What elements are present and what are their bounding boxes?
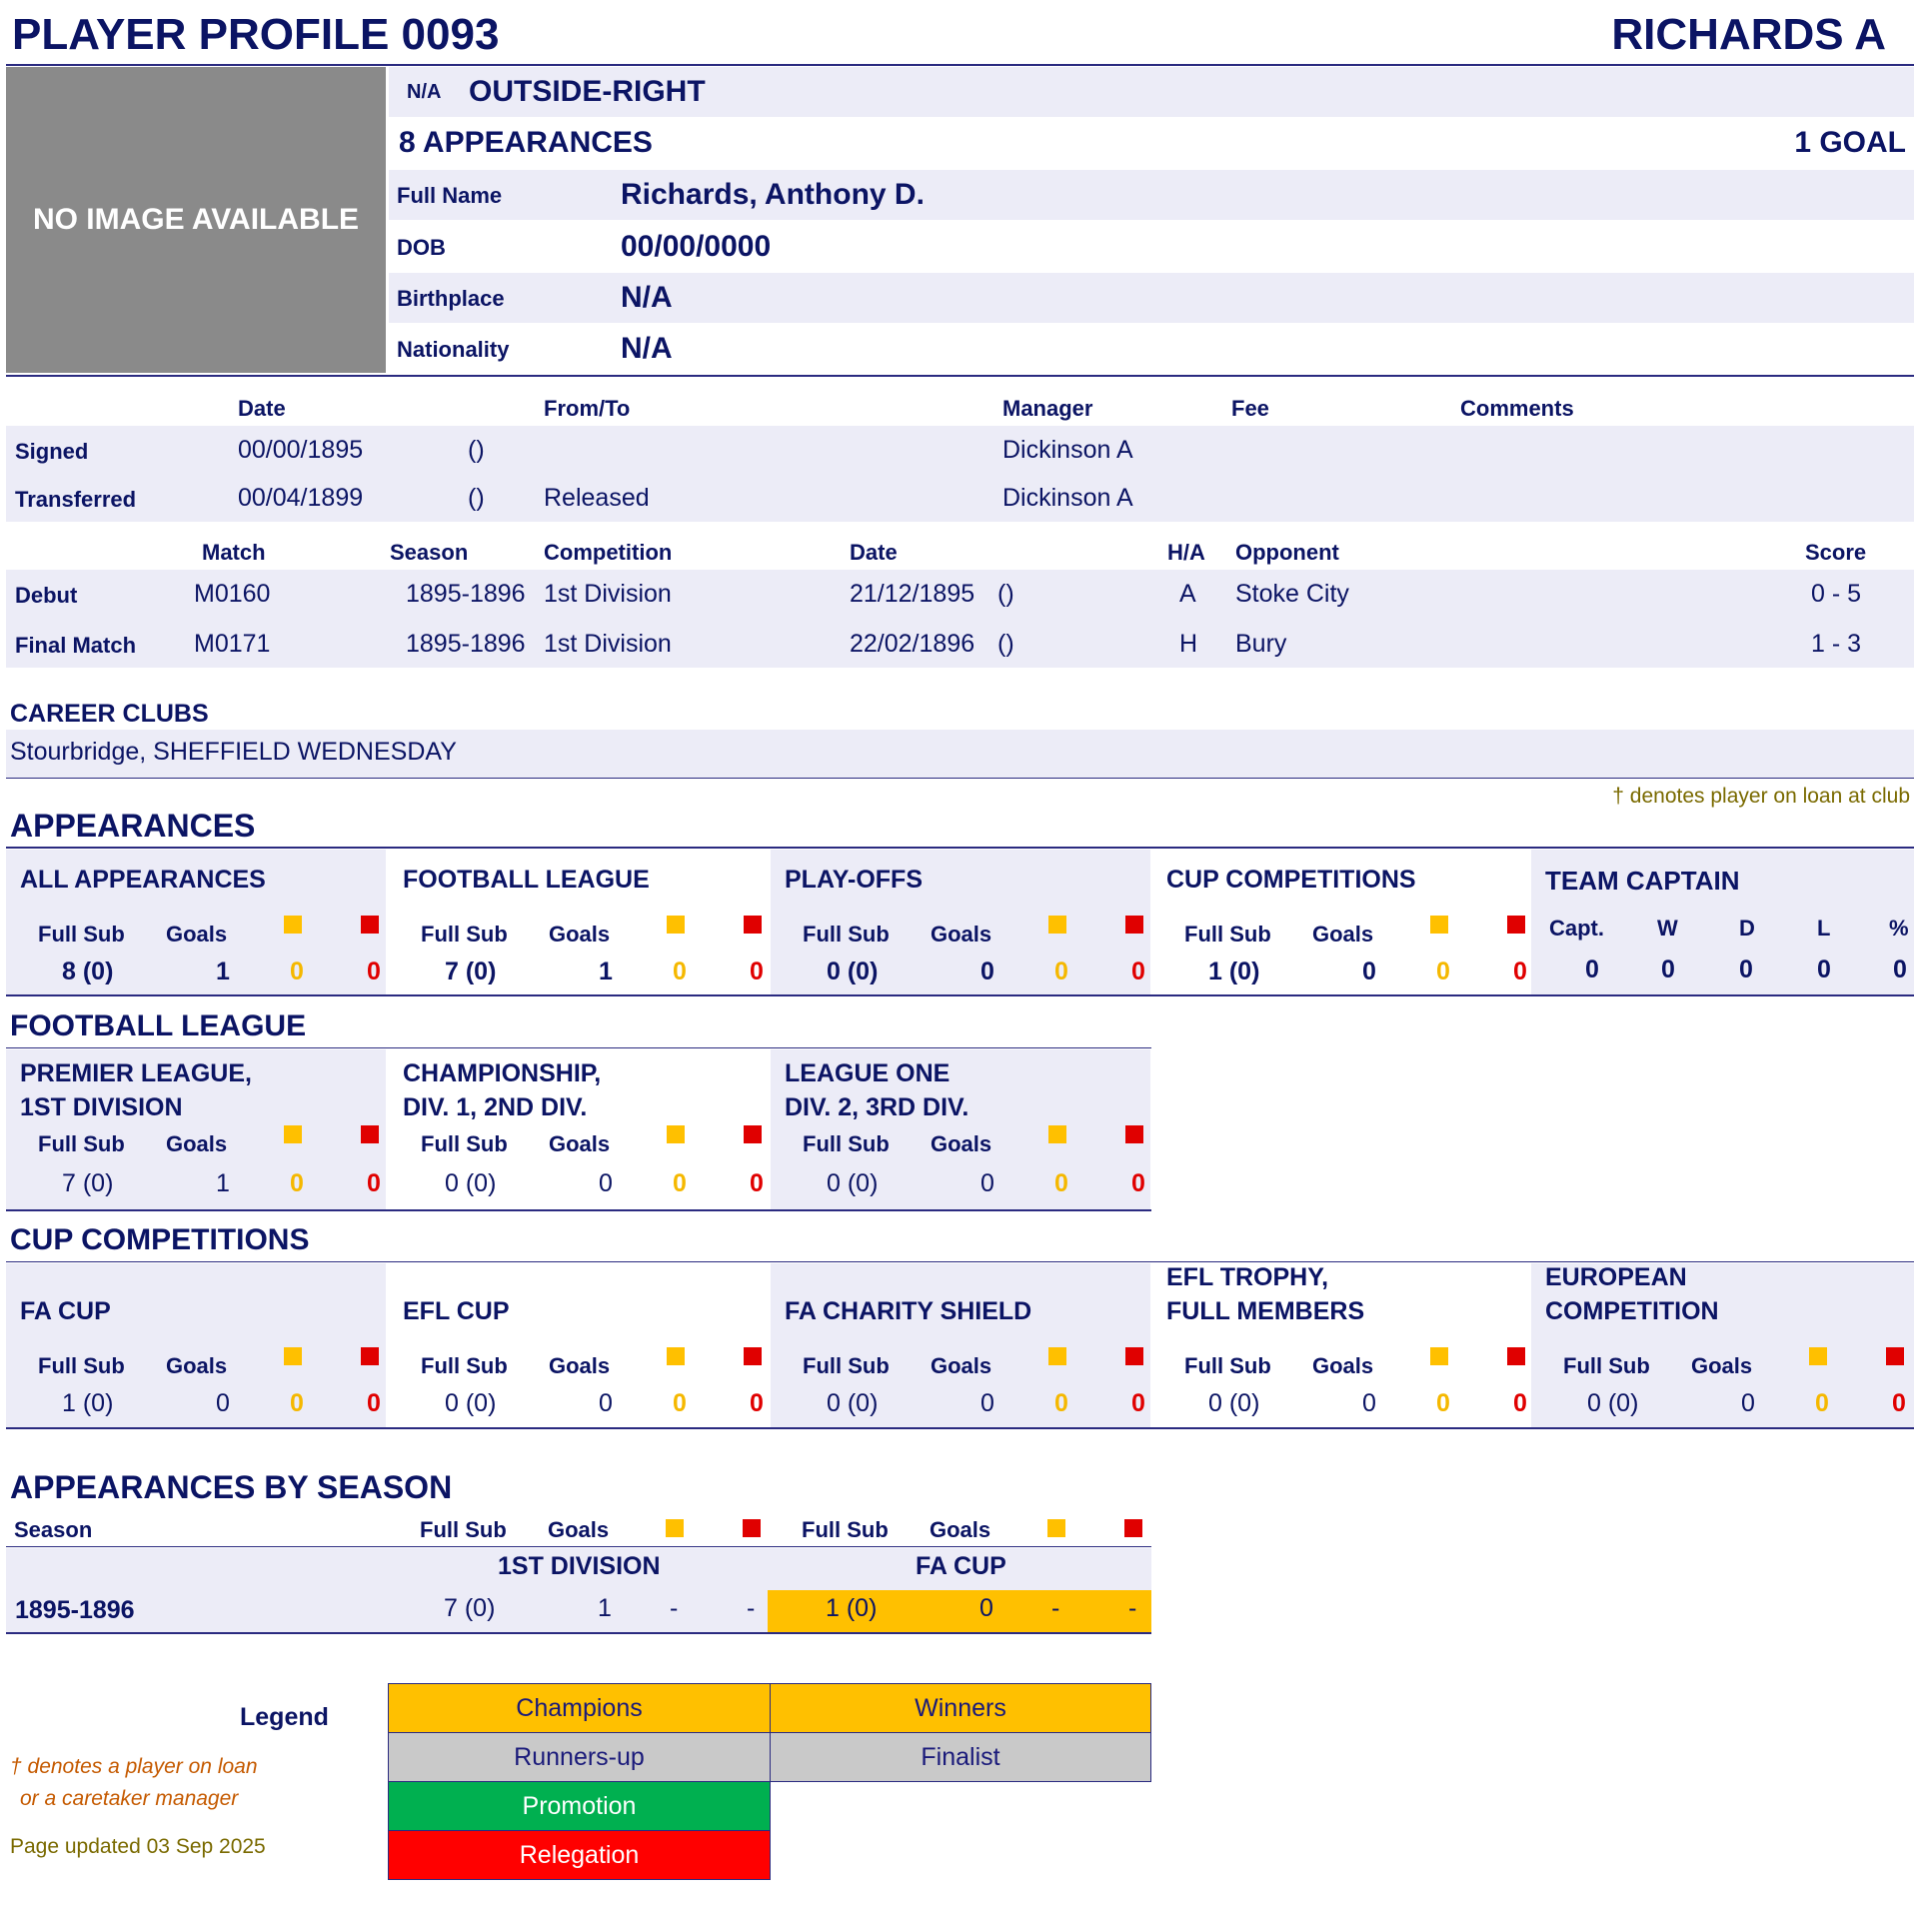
block-fullsub: 0 (0) [827, 958, 879, 985]
stats-block [771, 1049, 1150, 1209]
season-fullsub: 7 (0) [444, 1594, 496, 1622]
block-yellow: 0 [673, 1389, 687, 1417]
player-short-name: RICHARDS A [1611, 10, 1886, 59]
red-card-icon [361, 1347, 379, 1365]
block-yellow: 0 [673, 1169, 687, 1197]
position-row [389, 67, 1914, 117]
col-ha: H/A [1167, 540, 1205, 565]
block-title: PLAY-OFFS [785, 866, 923, 894]
by-season-header [0, 1517, 1149, 1547]
profile-label: Full Name [397, 183, 503, 208]
block-red: 0 [367, 1389, 381, 1417]
block-fullsub: 0 (0) [445, 1169, 497, 1197]
block-red: 0 [750, 958, 764, 985]
match-competition: 1st Division [544, 630, 672, 658]
yellow-card-icon [284, 1125, 302, 1143]
page-title: PLAYER PROFILE 0093 [12, 10, 500, 59]
block-title-line2: 1ST DIVISION [20, 1093, 183, 1121]
red-card-icon [743, 1519, 761, 1537]
legend-title: Legend [240, 1703, 329, 1731]
page-updated: Page updated 03 Sep 2025 [10, 1835, 266, 1858]
block-title-line1: EFL TROPHY, [1166, 1263, 1329, 1291]
transfer-date: 00/00/1895 [238, 436, 364, 464]
captain-value: 0 [1739, 956, 1753, 983]
profile-value: 00/00/0000 [621, 230, 772, 263]
col-fullsub: Full Sub [1563, 1353, 1650, 1378]
red-card-icon [361, 1125, 379, 1143]
by-season-body [6, 1548, 1151, 1632]
block-title-line2: EFL CUP [403, 1297, 510, 1325]
col-opponent: Opponent [1235, 540, 1339, 565]
col-goals: Goals [548, 1517, 610, 1542]
transfer-row-transferred [6, 484, 1914, 524]
block-goals: 0 [599, 1389, 613, 1417]
season-goals: 0 [979, 1594, 993, 1622]
block-fullsub: 0 (0) [1208, 1389, 1260, 1417]
block-title-line2: FULL MEMBERS [1166, 1297, 1365, 1325]
captain-header: W [1657, 916, 1678, 941]
match-opponent: Bury [1235, 630, 1287, 658]
legend-relegation: Relegation [388, 1830, 771, 1880]
captain-value: 0 [1817, 956, 1831, 983]
profile-row-fullname [389, 170, 1914, 220]
stats-block [1531, 1263, 1914, 1427]
yellow-card-icon [667, 916, 685, 934]
col-goals: Goals [1312, 922, 1374, 947]
match-id: M0160 [194, 580, 271, 608]
transfer-paren: () [468, 436, 485, 464]
stats-block [771, 850, 1150, 994]
group-title: 1ST DIVISION [498, 1552, 661, 1580]
red-card-icon [744, 1125, 762, 1143]
block-goals: 0 [599, 1169, 613, 1197]
stats-block [1152, 1263, 1529, 1427]
col-goals: Goals [931, 1353, 992, 1378]
match-season: 1895-1896 [406, 630, 526, 658]
match-paren: () [997, 630, 1014, 658]
red-card-icon [744, 1347, 762, 1365]
col-goals: Goals [930, 1517, 991, 1542]
season-yellow: - [1051, 1594, 1060, 1622]
block-title-line2: FA CUP [20, 1297, 111, 1325]
transfer-date: 00/04/1899 [238, 484, 364, 512]
block-fullsub: 8 (0) [62, 958, 114, 985]
col-fullsub: Full Sub [803, 1353, 890, 1378]
season-label: 1895-1896 [15, 1596, 135, 1624]
stats-block [389, 1263, 769, 1427]
block-title: TEAM CAPTAIN [1545, 866, 1740, 896]
group-title: FA CUP [916, 1552, 1006, 1580]
legend-note-line1: † denotes a player on loan [10, 1755, 258, 1778]
col-goals: Goals [549, 1131, 611, 1156]
col-fullsub: Full Sub [1184, 1353, 1271, 1378]
block-red: 0 [1513, 958, 1527, 985]
captain-value: 0 [1585, 956, 1599, 983]
profile-value: N/A [621, 332, 673, 365]
yellow-card-icon [1047, 1519, 1065, 1537]
appearances-title: APPEARANCES [10, 808, 256, 844]
match-row-final [6, 630, 1914, 670]
block-red: 0 [750, 1389, 764, 1417]
position: OUTSIDE-RIGHT [469, 75, 706, 108]
team-captain-block [1531, 850, 1914, 994]
col-fullsub: Full Sub [38, 1353, 125, 1378]
block-red: 0 [1513, 1389, 1527, 1417]
row-label: Debut [15, 583, 78, 608]
red-card-icon [744, 916, 762, 934]
season-fullsub: 1 (0) [826, 1594, 878, 1622]
stats-block [389, 850, 769, 994]
block-goals: 0 [1362, 958, 1376, 985]
profile-row-dob [389, 222, 1914, 272]
col-fullsub: Full Sub [803, 922, 890, 947]
col-fullsub: Full Sub [421, 1131, 508, 1156]
block-title-line2: DIV. 2, 3RD DIV. [785, 1093, 969, 1121]
match-competition: 1st Division [544, 580, 672, 608]
col-fullsub: Full Sub [421, 922, 508, 947]
captain-header: D [1739, 916, 1755, 941]
red-card-icon [1507, 916, 1525, 934]
col-comments: Comments [1460, 396, 1574, 421]
block-goals: 0 [980, 1169, 994, 1197]
cups-title: CUP COMPETITIONS [10, 1223, 310, 1256]
legend-finalist: Finalist [770, 1732, 1151, 1782]
stats-block [6, 1263, 386, 1427]
stats-block [771, 1263, 1150, 1427]
block-yellow: 0 [1054, 1389, 1068, 1417]
red-card-icon [1886, 1347, 1904, 1365]
player-photo-placeholder [6, 67, 386, 373]
col-goals: Goals [166, 922, 228, 947]
block-yellow: 0 [1815, 1389, 1829, 1417]
col-goals: Goals [549, 1353, 611, 1378]
block-goals: 0 [1362, 1389, 1376, 1417]
transfers-body [6, 426, 1914, 522]
match-paren: () [997, 580, 1014, 608]
transfer-manager: Dickinson A [1002, 484, 1133, 512]
season-yellow: - [670, 1594, 679, 1622]
block-fullsub: 0 (0) [445, 1389, 497, 1417]
block-yellow: 0 [1436, 1389, 1450, 1417]
block-yellow: 0 [290, 1389, 304, 1417]
col-score: Score [1805, 540, 1867, 565]
col-match: Match [202, 540, 266, 565]
stats-block [389, 1049, 769, 1209]
col-goals: Goals [931, 922, 992, 947]
red-card-icon [1125, 916, 1143, 934]
block-goals: 0 [216, 1389, 230, 1417]
block-fullsub: 7 (0) [62, 1169, 114, 1197]
captain-header: L [1817, 916, 1831, 941]
appearances-total: 8 APPEARANCES [399, 126, 653, 159]
block-fullsub: 1 (0) [62, 1389, 114, 1417]
stats-block [6, 1049, 386, 1209]
block-goals: 0 [1741, 1389, 1755, 1417]
match-ha: A [1179, 580, 1196, 608]
yellow-card-icon [1430, 1347, 1448, 1365]
career-clubs-title: CAREER CLUBS [10, 700, 209, 728]
block-title-line2: COMPETITION [1545, 1297, 1719, 1325]
transfers-header [0, 396, 1918, 424]
col-fee: Fee [1231, 396, 1269, 421]
match-score: 0 - 5 [1811, 580, 1862, 608]
profile-label: DOB [397, 235, 446, 260]
block-yellow: 0 [1436, 958, 1450, 985]
block-red: 0 [367, 958, 381, 985]
block-title-line1: CHAMPIONSHIP, [403, 1059, 602, 1087]
block-goals: 0 [980, 1389, 994, 1417]
legend-champions: Champions [388, 1683, 771, 1733]
legend-winners: Winners [770, 1683, 1151, 1733]
profile-value: Richards, Anthony D. [621, 178, 925, 211]
block-fullsub: 1 (0) [1208, 958, 1260, 985]
by-season-title: APPEARANCES BY SEASON [10, 1469, 453, 1505]
match-id: M0171 [194, 630, 271, 658]
block-yellow: 0 [673, 958, 687, 985]
match-ha: H [1179, 630, 1198, 658]
profile-row-nationality [389, 324, 1914, 374]
block-title-line1: EUROPEAN [1545, 1263, 1687, 1291]
block-red: 0 [1892, 1389, 1906, 1417]
block-fullsub: 0 (0) [827, 1389, 879, 1417]
transfer-manager: Dickinson A [1002, 436, 1133, 464]
yellow-card-icon [1048, 1347, 1066, 1365]
yellow-card-icon [1430, 916, 1448, 934]
col-fullsub: Full Sub [38, 922, 125, 947]
col-fullsub: Full Sub [38, 1131, 125, 1156]
match-row-debut [6, 580, 1914, 620]
squad-number: N/A [407, 81, 442, 103]
col-season: Season [14, 1517, 93, 1542]
block-red: 0 [1131, 1389, 1145, 1417]
transfer-paren: () [468, 484, 485, 512]
yellow-card-icon [1048, 916, 1066, 934]
match-date: 21/12/1895 [850, 580, 975, 608]
col-fullsub: Full Sub [1184, 922, 1271, 947]
legend-promotion: Promotion [388, 1781, 771, 1831]
col-goals: Goals [1312, 1353, 1374, 1378]
profile-value: N/A [621, 281, 673, 314]
red-card-icon [1507, 1347, 1525, 1365]
matches-body [6, 570, 1914, 668]
red-card-icon [1124, 1519, 1142, 1537]
captain-value: 0 [1893, 956, 1907, 983]
col-fullsub: Full Sub [802, 1517, 889, 1542]
col-manager: Manager [1002, 396, 1093, 421]
yellow-card-icon [1048, 1125, 1066, 1143]
loan-note: † denotes player on loan at club [1612, 785, 1910, 808]
block-yellow: 0 [1054, 958, 1068, 985]
goals-total: 1 GOAL [1794, 126, 1906, 159]
col-fullsub: Full Sub [420, 1517, 507, 1542]
block-fullsub: 7 (0) [445, 958, 497, 985]
col-goals: Goals [931, 1131, 992, 1156]
block-fullsub: 0 (0) [827, 1169, 879, 1197]
no-image-text: NO IMAGE AVAILABLE [32, 203, 360, 236]
profile-row-birthplace [389, 273, 1914, 323]
red-card-icon [1125, 1347, 1143, 1365]
col-goals: Goals [166, 1131, 228, 1156]
career-clubs-box [6, 730, 1914, 778]
match-season: 1895-1896 [406, 580, 526, 608]
col-fromto: From/To [544, 396, 631, 421]
block-red: 0 [1131, 1169, 1145, 1197]
career-clubs-text: Stourbridge, SHEFFIELD WEDNESDAY [10, 738, 457, 766]
match-score: 1 - 3 [1811, 630, 1862, 658]
col-competition: Competition [544, 540, 673, 565]
captain-header: Capt. [1549, 916, 1604, 941]
transfer-row-signed [6, 436, 1914, 476]
block-title: CUP COMPETITIONS [1166, 866, 1416, 894]
yellow-card-icon [284, 916, 302, 934]
block-title-line2: FA CHARITY SHIELD [785, 1297, 1032, 1325]
col-fullsub: Full Sub [803, 1131, 890, 1156]
block-yellow: 0 [1054, 1169, 1068, 1197]
match-date: 22/02/1896 [850, 630, 975, 658]
block-title-line2: DIV. 1, 2ND DIV. [403, 1093, 588, 1121]
red-card-icon [1125, 1125, 1143, 1143]
profile-label: Birthplace [397, 286, 505, 311]
legend-note-line2: or a caretaker manager [20, 1787, 239, 1810]
col-season: Season [390, 540, 469, 565]
profile-label: Nationality [397, 337, 510, 362]
yellow-card-icon [1809, 1347, 1827, 1365]
block-red: 0 [750, 1169, 764, 1197]
matches-header [0, 540, 1918, 568]
legend-runners-up: Runners-up [388, 1732, 771, 1782]
summary-row [389, 118, 1914, 168]
league-title: FOOTBALL LEAGUE [10, 1009, 307, 1042]
stats-block [1152, 850, 1529, 994]
block-yellow: 0 [290, 958, 304, 985]
block-title: ALL APPEARANCES [20, 866, 266, 894]
yellow-card-icon [284, 1347, 302, 1365]
col-goals: Goals [166, 1353, 228, 1378]
yellow-card-icon [666, 1519, 684, 1537]
transfer-fromto: Released [544, 484, 650, 512]
block-goals: 1 [599, 958, 613, 985]
yellow-card-icon [667, 1347, 685, 1365]
captain-value: 0 [1661, 956, 1675, 983]
stats-block [6, 850, 386, 994]
red-card-icon [361, 916, 379, 934]
block-title: FOOTBALL LEAGUE [403, 866, 650, 894]
block-title-line1: PREMIER LEAGUE, [20, 1059, 252, 1087]
block-fullsub: 0 (0) [1587, 1389, 1639, 1417]
block-goals: 1 [216, 958, 230, 985]
captain-header: % [1889, 916, 1909, 941]
block-goals: 1 [216, 1169, 230, 1197]
season-red: - [1128, 1594, 1137, 1622]
col-date: Date [850, 540, 898, 565]
yellow-card-icon [667, 1125, 685, 1143]
block-red: 0 [1131, 958, 1145, 985]
match-opponent: Stoke City [1235, 580, 1349, 608]
season-red: - [747, 1594, 756, 1622]
block-red: 0 [367, 1169, 381, 1197]
row-label: Signed [15, 439, 89, 464]
row-label: Final Match [15, 633, 137, 658]
block-goals: 0 [980, 958, 994, 985]
row-label: Transferred [15, 487, 137, 512]
col-fullsub: Full Sub [421, 1353, 508, 1378]
block-title-line1: LEAGUE ONE [785, 1059, 951, 1087]
col-date: Date [238, 396, 286, 421]
col-goals: Goals [1691, 1353, 1753, 1378]
block-yellow: 0 [290, 1169, 304, 1197]
col-goals: Goals [549, 922, 611, 947]
season-goals: 1 [598, 1594, 612, 1622]
